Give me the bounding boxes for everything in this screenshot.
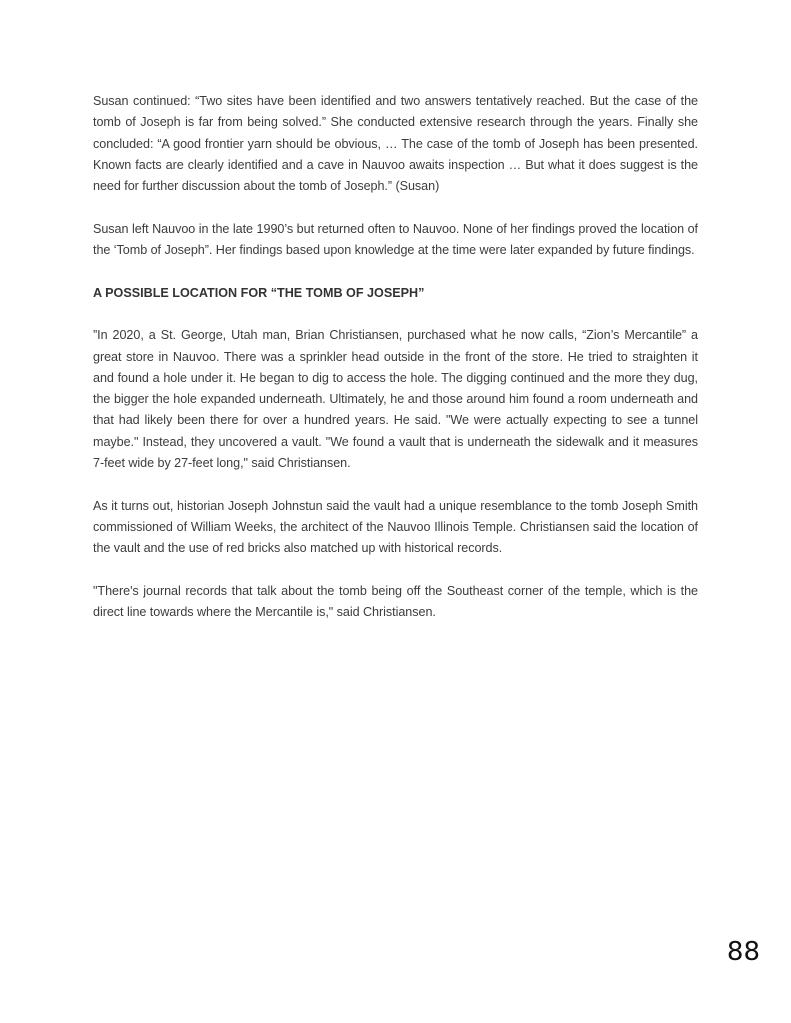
paragraph-susan-continued: Susan continued: “Two sites have been identified and two answers tentatively reached. But the case of the tomb of Joseph is far from being solved.” She conducted extensive research through the years. Finally she concluded: “A good frontier yarn should be obvious, … The case of the tomb of Joseph has been presented. Known facts are clearly identified and a cave in Nauvoo awaits inspection … But what it does suggest is the need for further discussion about the tomb of Joseph.” (Susan)	[93, 94, 698, 194]
paragraph-spacer	[93, 304, 698, 325]
paragraph-as-it-turns-out: As it turns out, historian Joseph Johnstun said the vault had a unique resemblance to the tomb Joseph Smith commissioned of William Weeks, the architect of the Nauvoo Illinois Temple. Christiansen said the location of the vault and the use of red bricks also matched up with historical records.	[93, 498, 698, 556]
section-heading: A POSSIBLE LOCATION FOR “THE TOMB OF JOSEPH”	[93, 285, 425, 300]
paragraph-in-2020: ”In 2020, a St. George, Utah man, Brian Christiansen, purchased what he now calls, “Zion’s Mercantile” a great store in Nauvoo. There was a sprinkler head outside in the front of the store. He tried to straighten it and found a hole under it. He began to dig to access the hole. The digging continued and the more they dug, the bigger the hole expanded underneath. Ultimately, he and those around him found a room underneath and that had likely been there for over a hundred years. He said. "We were actually expecting to see a tunnel maybe." Instead, they uncovered a vault. "We found a vault that is underneath the sidewalk and it measures 7-feet wide by 27-feet long," said Christiansen.	[93, 328, 698, 471]
paragraph-spacer	[93, 197, 698, 218]
paragraph-spacer	[93, 474, 698, 495]
paragraph-susan-left: Susan left Nauvoo in the late 1990’s but returned often to Nauvoo. None of her findings proved the location of the ‘Tomb of Joseph”. Her findings based upon knowledge at the time were later expanded by future findings.	[93, 221, 698, 258]
paragraph-journal-records: "There's journal records that talk about the tomb being off the Southeast corner of the temple, which is the direct line towards where the Mercantile is," said Christiansen.	[93, 583, 698, 620]
paragraph-spacer	[93, 261, 698, 282]
paragraph-spacer	[93, 560, 698, 581]
document-page	[93, 91, 698, 623]
page-number: 88	[726, 937, 760, 967]
